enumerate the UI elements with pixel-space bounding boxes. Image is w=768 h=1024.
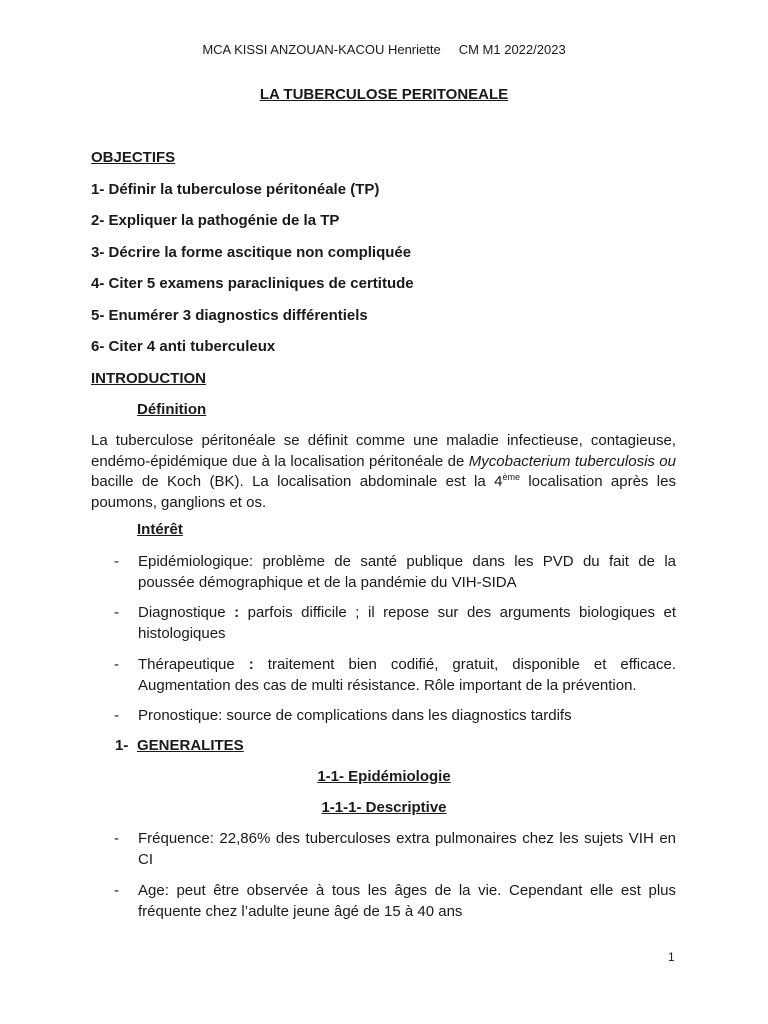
item-separator: :: [234, 656, 268, 673]
item-text: 22,86% des tuberculoses extra pulmonaires chez les sujets VIH en CI: [138, 830, 677, 868]
objectifs-heading: OBJECTIFS: [91, 149, 176, 166]
generalites-number: 1-: [115, 737, 129, 754]
introduction-heading: INTRODUCTION: [91, 370, 206, 387]
item-label: Thérapeutique: [138, 656, 235, 673]
item-text: source de complications dans les diagnostics tardifs: [226, 707, 572, 724]
page-number: 1: [668, 950, 675, 964]
definition-superscript: ème: [502, 472, 520, 482]
document-title: LA TUBERCULOSE PERITONEALE: [259, 86, 509, 103]
epidemiologie-heading: 1-1- Epidémiologie: [317, 768, 451, 785]
generalites-heading: GENERALITES: [137, 737, 244, 754]
item-separator: :: [225, 604, 248, 621]
bullet-dash: -: [114, 553, 119, 570]
item-label: Age: [138, 882, 165, 899]
objectif-item: 2- Expliquer la pathogénie de la TP: [91, 212, 340, 229]
item-text: problème de santé publique dans les PVD du fait de la poussée démographique et de la pandémie du VIH-SIDA: [138, 553, 677, 591]
descriptive-heading: 1-1-1- Descriptive: [321, 799, 447, 816]
bullet-dash: -: [114, 604, 119, 621]
item-label: Pronostique: [138, 707, 219, 724]
item-label: Fréquence: [138, 830, 210, 847]
header-course: CM M1 2022/2023: [458, 42, 566, 57]
item-separator: :: [248, 553, 263, 570]
bullet-dash: -: [114, 830, 119, 847]
item-separator: :: [164, 882, 177, 899]
item-separator: :: [209, 830, 220, 847]
definition-paragraph: [91, 431, 676, 513]
objectif-item: 1- Définir la tuberculose péritonéale (TP): [91, 181, 380, 198]
item-label: Diagnostique: [138, 604, 226, 621]
item-text: peut être observée à tous les âges de la vie. Cependant elle est plus fréquente chez l’adulte jeune âgé de 15 à 40 ans: [138, 882, 677, 920]
definition-heading: Définition: [137, 401, 207, 418]
definition-text: bacille de Koch (BK). La localisation abdominale est la 4: [91, 473, 503, 490]
page-header: [0, 42, 768, 57]
item-separator: :: [218, 707, 227, 724]
bullet-dash: -: [114, 882, 119, 899]
bullet-dash: -: [114, 707, 119, 724]
item-text: parfois difficile ; il repose sur des arguments biologiques et histologiques: [138, 604, 676, 642]
bullet-dash: -: [114, 656, 119, 673]
item-text: traitement bien codifié, gratuit, disponible et efficace. Augmentation des cas de multi résistance. Rôle important de la prévention.: [138, 656, 676, 694]
objectif-item: 4- Citer 5 examens paracliniques de certitude: [91, 275, 414, 292]
definition-text: La tuberculose péritonéale se définit comme une maladie infectieuse, contagieuse, endémo-épidémique due à la localisation péritonéale de: [91, 432, 676, 470]
objectif-item: 6- Citer 4 anti tuberculeux: [91, 338, 276, 355]
header-author: MCA KISSI ANZOUAN-KACOU Henriette: [202, 42, 441, 57]
definition-text: localisation après les poumons, ganglions et os.: [91, 473, 676, 511]
interet-heading: Intérêt: [137, 521, 183, 538]
item-label: Epidémiologique: [138, 553, 249, 570]
objectif-item: 5- Enumérer 3 diagnostics différentiels: [91, 307, 368, 324]
objectif-item: 3- Décrire la forme ascitique non compliquée: [91, 244, 412, 261]
definition-italic-text: Mycobacterium tuberculosis ou: [468, 452, 676, 470]
